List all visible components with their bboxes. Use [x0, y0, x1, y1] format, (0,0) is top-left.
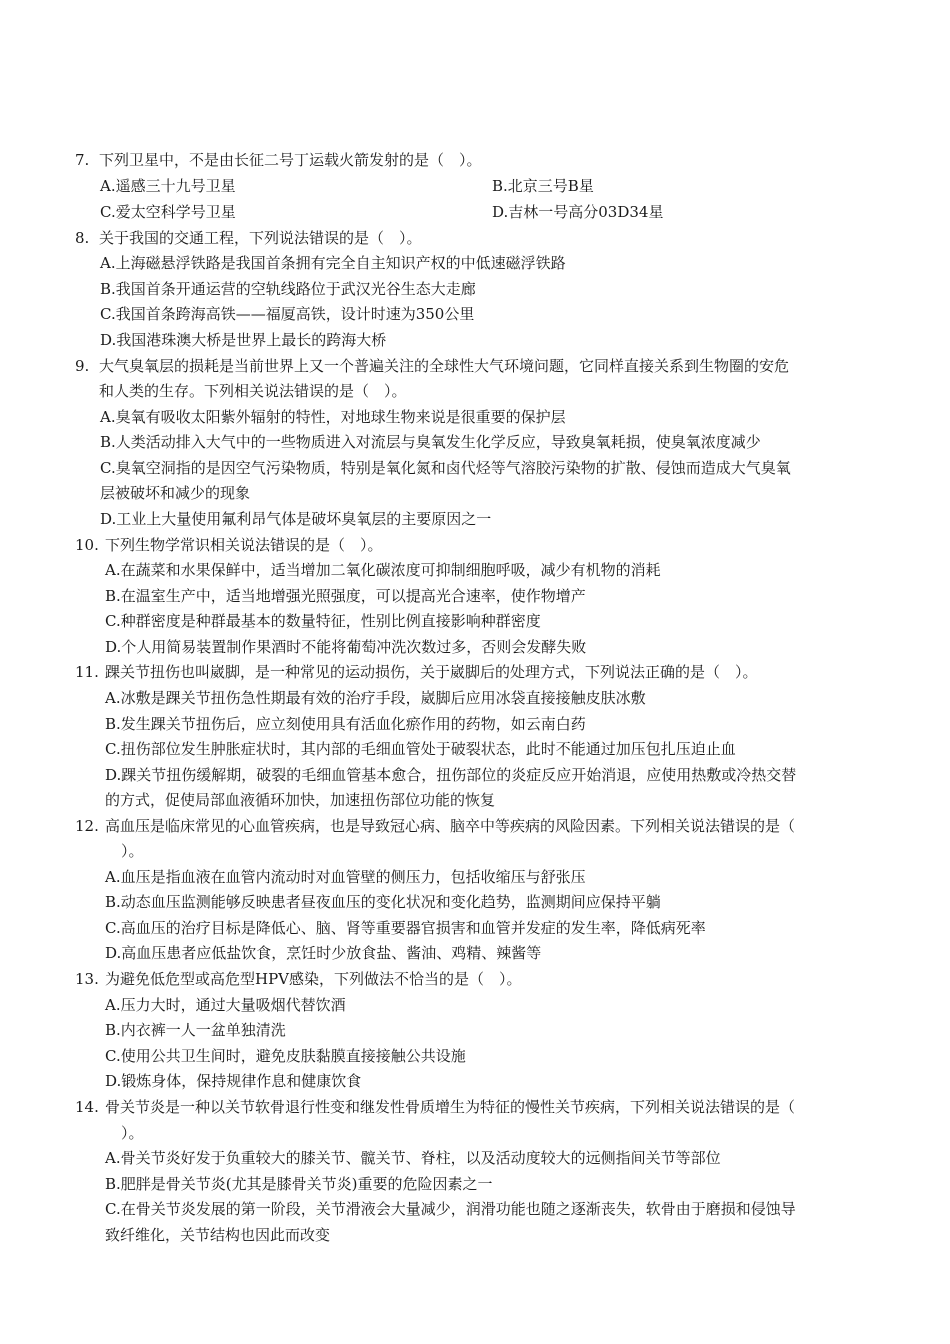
option-c: C.种群密度是种群最基本的数量特征，性别比例直接影响种群密度: [105, 612, 541, 630]
question-stem: 高血压是临床常见的心血管疾病，也是导致冠心病、脑卒中等疾病的风险因素。下列相关说法错误的是（: [105, 817, 796, 835]
question-stem: 下列生物学常识相关说法错误的是（ ）。: [105, 536, 383, 554]
question-stem: 下列卫星中，不是由长征二号丁运载火箭发射的是（ ）。: [99, 151, 482, 169]
question-stem: 骨关节炎是一种以关节软骨退行性变和继发性骨质增生为特征的慢性关节疾病，下列相关说法错误的是（: [105, 1098, 796, 1116]
option-c: C.高血压的治疗目标是降低心、脑、肾等重要器官损害和血管并发症的发生率，降低病死率: [105, 919, 706, 937]
question-number: 8.: [75, 229, 90, 247]
option-b: B.肥胖是骨关节炎(尤其是膝骨关节炎)重要的危险因素之一: [105, 1175, 493, 1193]
option-a: A.在蔬菜和水果保鲜中，适当增加二氧化碳浓度可抑制细胞呼吸，减少有机物的消耗: [105, 561, 661, 579]
question-number: 12.: [75, 817, 99, 835]
question-number: 13.: [75, 970, 99, 988]
option-b: B.动态血压监测能够反映患者昼夜血压的变化状况和变化趋势，监测期间应保持平躺: [105, 893, 661, 911]
option-c: C.扭伤部位发生肿胀症状时，其内部的毛细血管处于破裂状态，此时不能通过加压包扎压迫止血: [105, 740, 736, 758]
option-c: C.爱太空科学号卫星: [100, 203, 236, 221]
option-b: B.我国首条开通运营的空轨线路位于武汉光谷生态大走廊: [100, 280, 476, 298]
question-number: 14.: [75, 1098, 99, 1116]
option-c-continued: 层被破坏和减少的现象: [100, 484, 251, 502]
option-c: C.在骨关节炎发展的第一阶段，关节滑液会大量减少，润滑功能也随之逐渐丧失，软骨由于磨损和侵蚀导: [105, 1200, 796, 1218]
question-stem-continued: ）。: [121, 842, 144, 860]
option-c-continued: 致纤维化，关节结构也因此而改变: [105, 1226, 331, 1244]
option-d: D.高血压患者应低盐饮食，烹饪时少放食盐、酱油、鸡精、辣酱等: [105, 944, 542, 962]
option-d: D.锻炼身体，保持规律作息和健康饮食: [105, 1072, 362, 1090]
option-d: D.踝关节扭伤缓解期，破裂的毛细血管基本愈合，扭伤部位的炎症反应开始消退，应使用热敷或冷热交替: [105, 766, 797, 784]
question-stem: 大气臭氧层的损耗是当前世界上又一个普遍关注的全球性大气环境问题，它同样直接关系到生物圈的安危: [99, 357, 790, 375]
question-number: 11.: [75, 663, 99, 681]
option-a: A.冰敷是踝关节扭伤急性期最有效的治疗手段，崴脚后应用冰袋直接接触皮肤冰敷: [105, 689, 646, 707]
option-a: A.骨关节炎好发于负重较大的膝关节、髋关节、脊柱，以及活动度较大的远侧指间关节等部位: [105, 1149, 721, 1167]
option-b: B.内衣裤一人一盆单独清洗: [105, 1021, 286, 1039]
question-stem: 踝关节扭伤也叫崴脚，是一种常见的运动损伤，关于崴脚后的处理方式，下列说法正确的是（ ）。: [105, 663, 758, 681]
option-a: A.遥感三十九号卫星: [100, 177, 236, 195]
option-b: B.发生踝关节扭伤后，应立刻使用具有活血化瘀作用的药物，如云南白药: [105, 715, 586, 733]
question-stem-continued: 和人类的生存。下列相关说法错误的是（ ）。: [99, 382, 407, 400]
option-b: B.北京三号B星: [492, 177, 594, 195]
option-d: D.工业上大量使用氟利昂气体是破坏臭氧层的主要原因之一: [100, 510, 492, 528]
option-d: D.我国港珠澳大桥是世界上最长的跨海大桥: [100, 331, 387, 349]
option-d-continued: 的方式，促使局部血液循环加快，加速扭伤部位功能的恢复: [105, 791, 496, 809]
option-a: A.上海磁悬浮铁路是我国首条拥有完全自主知识产权的中低速磁浮铁路: [100, 254, 566, 272]
option-a: A.臭氧有吸收太阳紫外辐射的特性，对地球生物来说是很重要的保护层: [100, 408, 566, 426]
question-number: 7.: [75, 151, 90, 169]
question-stem-continued: ）。: [121, 1124, 144, 1142]
option-a: A.血压是指血液在血管内流动时对血管壁的侧压力，包括收缩压与舒张压: [105, 868, 586, 886]
question-number: 10.: [75, 536, 99, 554]
option-b: B.人类活动排入大气中的一些物质进入对流层与臭氧发生化学反应，导致臭氧耗损，使臭氧浓度减少: [100, 433, 761, 451]
option-c: C.使用公共卫生间时，避免皮肤黏膜直接接触公共设施: [105, 1047, 466, 1065]
option-c: C.臭氧空洞指的是因空气污染物质，特别是氧化氮和卤代烃等气溶胶污染物的扩散、侵蚀而造成大气臭氧: [100, 459, 791, 477]
option-d: D.吉林一号高分03D34星: [492, 203, 664, 221]
option-d: D.个人用简易装置制作果酒时不能将葡萄冲洗次数过多，否则会发酵失败: [105, 638, 587, 656]
option-a: A.压力大时，通过大量吸烟代替饮酒: [105, 996, 346, 1014]
question-stem: 关于我国的交通工程，下列说法错误的是（ ）。: [99, 229, 422, 247]
question-number: 9.: [75, 357, 90, 375]
option-c: C.我国首条跨海高铁——福厦高铁，设计时速为350公里: [100, 305, 475, 323]
option-b: B.在温室生产中，适当地增强光照强度，可以提高光合速率，使作物增产: [105, 587, 586, 605]
question-stem: 为避免低危型或高危型HPV感染，下列做法不恰当的是（ ）。: [105, 970, 522, 988]
